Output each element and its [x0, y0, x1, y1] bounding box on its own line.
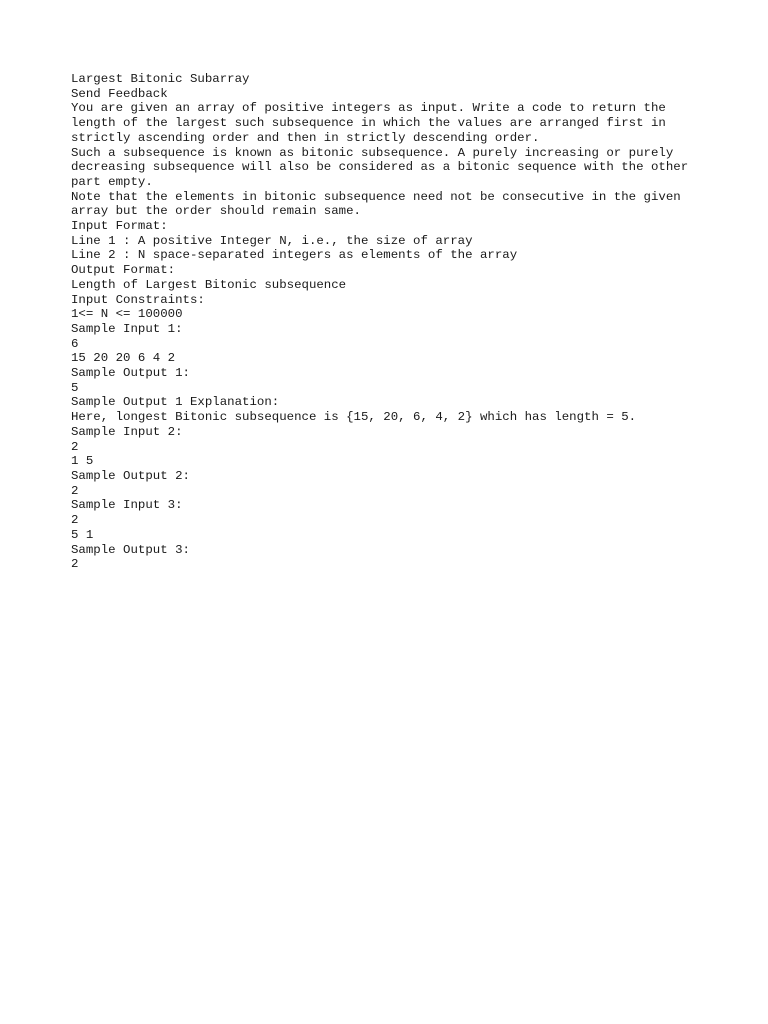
- sample-input-heading: Sample Input 2:: [71, 424, 183, 439]
- description-paragraph: You are given an array of positive integers as input. Write a code to return the length of the largest such subsequence in which the values are arranged first in strictly ascending order and then in strictly descending order.: [71, 101, 674, 145]
- sample-input-line: 5 1: [71, 527, 94, 542]
- send-feedback-link[interactable]: Send Feedback: [71, 86, 168, 101]
- input-format-line: Line 2 : N space-separated integers as elements of the array: [71, 248, 518, 263]
- input-format-heading: Input Format:: [71, 219, 168, 234]
- sample-input-line: 1 5: [71, 454, 94, 469]
- sample-explanation-heading: Sample Output 1 Explanation:: [71, 395, 280, 410]
- sample-input-line: 2: [71, 439, 79, 454]
- problem-title: Largest Bitonic Subarray: [71, 72, 250, 86]
- output-format-text: Length of Largest Bitonic subsequence: [71, 277, 347, 292]
- sample-output-heading: Sample Output 2:: [71, 468, 190, 483]
- sample-output-value: 2: [71, 557, 79, 572]
- problem-document: [71, 72, 711, 572]
- sample-input-line: 6: [71, 336, 79, 351]
- constraints-text: 1<= N <= 100000: [71, 307, 183, 322]
- input-format-line: Line 1 : A positive Integer N, i.e., the size of array: [71, 233, 473, 248]
- constraints-heading: Input Constraints:: [71, 292, 205, 307]
- sample-explanation-text: Here, longest Bitonic subsequence is {15, 20, 6, 4, 2} which has length = 5.: [71, 410, 637, 425]
- sample-input-heading: Sample Input 1:: [71, 321, 183, 336]
- description-paragraph: Note that the elements in bitonic subsequence need not be consecutive in the given array but the order should remain same.: [71, 189, 689, 219]
- output-format-heading: Output Format:: [71, 263, 176, 278]
- sample-input-heading: Sample Input 3:: [71, 498, 183, 513]
- description-paragraph: Such a subsequence is known as bitonic subsequence. A purely increasing or purely decreasing subsequence will also be considered as a bitonic sequence with the other part empty.: [71, 145, 696, 189]
- sample-output-heading: Sample Output 3:: [71, 542, 190, 557]
- sample-output-heading: Sample Output 1:: [71, 366, 190, 381]
- sample-output-value: 5: [71, 380, 79, 395]
- sample-input-line: 15 20 20 6 4 2: [71, 351, 176, 366]
- sample-input-line: 2: [71, 513, 79, 528]
- sample-output-value: 2: [71, 483, 79, 498]
